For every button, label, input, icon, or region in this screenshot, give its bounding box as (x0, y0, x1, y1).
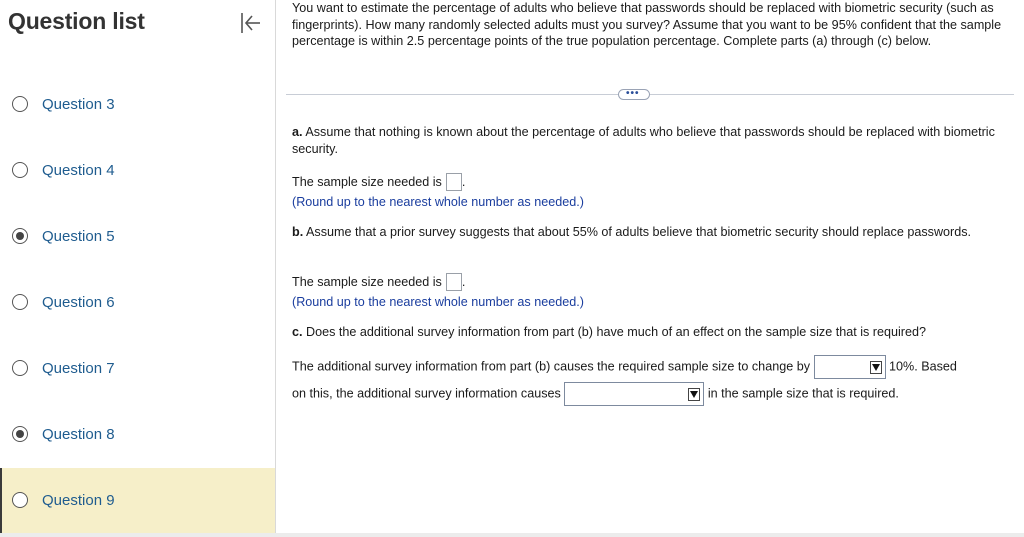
question-label: Question 9 (42, 492, 115, 509)
question-label: Question 7 (42, 360, 115, 377)
part-a-answer-line (292, 173, 1007, 191)
radio-icon (12, 492, 28, 508)
part-c-line2-before: on this, the additional survey information causes (292, 386, 561, 401)
question-label: Question 8 (42, 426, 115, 443)
question-intro: You want to estimate the percentage of adults who believe that passwords should be replaced with biometric security (such as fingerprints). How many randomly selected adults must you survey? Assume that you want to be 95% confident that the sample percentage is within 2.5 percentage points of the true population percentage. Complete parts (a) through (c) below. (292, 1, 1002, 48)
question-label: Question 6 (42, 294, 115, 311)
question-item-3[interactable] (0, 72, 275, 138)
part-b-prompt (292, 224, 1007, 241)
question-list-sidebar (0, 0, 276, 533)
part-c-line1-before: The additional survey information from part (b) causes the required sample size to change by (292, 359, 811, 374)
part-b-period: . (461, 275, 466, 289)
question-label: Question 5 (42, 228, 115, 245)
radio-icon (12, 294, 28, 310)
section-divider (286, 94, 1014, 95)
part-a-text: Assume that nothing is known about the percentage of adults who believe that passwords should be replaced with biometric security. (292, 125, 995, 156)
part-b-answer-label: The sample size needed is (292, 275, 442, 289)
dropdown-arrow-icon (870, 361, 882, 374)
part-c-text: Does the additional survey information from part (b) have much of an effect on the sample size that is required? (306, 325, 926, 339)
part-b-text: Assume that a prior survey suggests that about 55% of adults believe that biometric security should replace passwords. (306, 225, 972, 239)
part-c-line-1 (292, 355, 1007, 379)
part-b-hint: (Round up to the nearest whole number as needed.) (292, 295, 584, 309)
radio-icon (12, 162, 28, 178)
effect-dropdown[interactable] (564, 382, 704, 406)
radio-icon (12, 96, 28, 112)
more-options-button[interactable] (618, 89, 650, 100)
part-a-prefix: a. (292, 125, 303, 139)
change-amount-dropdown[interactable] (814, 355, 886, 379)
radio-icon (12, 360, 28, 376)
part-c-line2-after: in the sample size that is required. (707, 386, 899, 401)
question-item-4[interactable] (0, 138, 275, 204)
part-a-period: . (461, 175, 466, 189)
question-item-8[interactable] (0, 402, 275, 468)
question-item-6[interactable] (0, 270, 275, 336)
question-label: Question 4 (42, 162, 115, 179)
part-c-prompt (292, 324, 1007, 341)
question-item-9[interactable] (0, 468, 275, 534)
part-c-prefix: c. (292, 325, 303, 339)
question-item-7[interactable] (0, 336, 275, 402)
part-a-answer-input[interactable] (446, 173, 462, 191)
question-item-5[interactable] (0, 204, 275, 270)
part-a-answer-label: The sample size needed is (292, 175, 442, 189)
part-b-prefix: b. (292, 225, 304, 239)
radio-filled-icon (12, 228, 28, 244)
part-c-line1-after: 10%. Based (889, 359, 957, 374)
ellipsis-icon: ••• (626, 88, 640, 99)
part-a-prompt (292, 124, 1007, 157)
bottom-border (0, 533, 1024, 537)
question-label: Question 3 (42, 96, 115, 113)
radio-filled-icon (12, 426, 28, 442)
part-a-hint: (Round up to the nearest whole number as needed.) (292, 195, 584, 209)
part-b-answer-input[interactable] (446, 273, 462, 291)
part-c-line-2 (292, 382, 1007, 406)
sidebar-title: Question list (8, 8, 145, 34)
part-b-answer-line (292, 273, 1007, 291)
collapse-sidebar-icon[interactable] (238, 10, 264, 36)
dropdown-arrow-icon (688, 388, 700, 401)
